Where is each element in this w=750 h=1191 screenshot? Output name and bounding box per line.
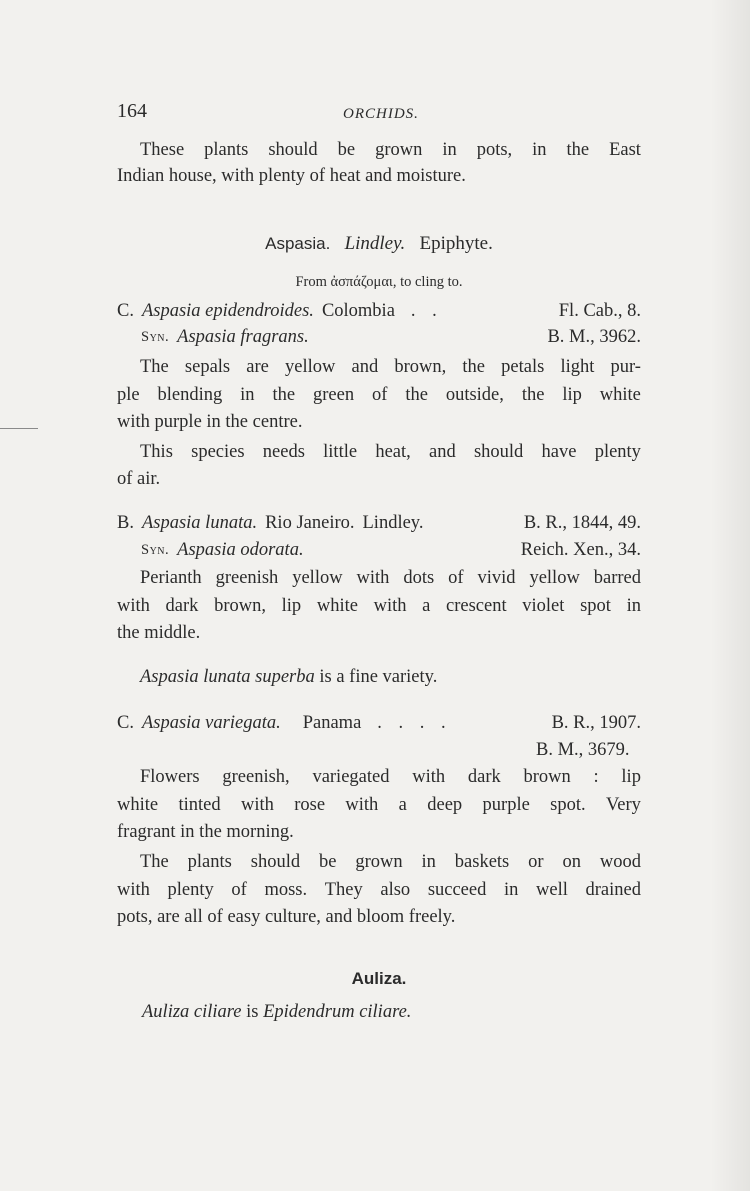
variety-note xyxy=(117,666,437,688)
word: spot xyxy=(580,596,611,616)
word: rose xyxy=(294,795,326,815)
word: with xyxy=(373,596,407,616)
genus-heading-auliza xyxy=(117,968,641,990)
description-line xyxy=(117,567,641,589)
genus-name: Aspasia. xyxy=(265,234,331,253)
word: These xyxy=(140,140,185,160)
reference: Fl. Cab., 8. xyxy=(558,301,641,321)
word: tinted xyxy=(178,795,221,815)
word: with xyxy=(412,767,446,787)
locality: Panama xyxy=(302,713,362,733)
entry-aspasia-lunata xyxy=(117,512,641,534)
word: the xyxy=(566,140,590,160)
synonym-line xyxy=(117,539,641,561)
author: Lindley. xyxy=(362,513,424,533)
word: well xyxy=(536,880,568,900)
word: lip xyxy=(562,385,582,405)
word: species xyxy=(191,442,245,462)
word: variegated xyxy=(312,767,390,787)
running-title: ORCHIDS. xyxy=(343,106,419,122)
word: spot. xyxy=(550,795,586,815)
word: and xyxy=(428,442,456,462)
word: moss. xyxy=(264,880,308,900)
word: grown xyxy=(355,852,403,872)
word: with xyxy=(356,568,390,588)
word: the xyxy=(462,357,486,377)
word: deep xyxy=(427,795,463,815)
word: the xyxy=(272,385,296,405)
culture-note-line xyxy=(117,851,641,873)
word: East xyxy=(609,140,641,160)
word: in xyxy=(626,596,641,616)
word: should xyxy=(250,852,301,872)
word: succeed xyxy=(427,880,487,900)
etymology: From ἀσπάζομαι, to cling to. xyxy=(295,274,463,290)
species-name: Aspasia epidendroides. xyxy=(141,301,314,321)
word: little xyxy=(323,442,358,462)
word: be xyxy=(318,852,337,872)
word: dark xyxy=(467,767,501,787)
word: in xyxy=(503,880,519,900)
word: plenty xyxy=(167,880,214,900)
variety-name: Aspasia lunata superba xyxy=(140,667,315,687)
word: yellow xyxy=(285,357,336,377)
synonym-label: Syn. xyxy=(141,542,170,558)
word: with xyxy=(117,880,150,900)
word: plants xyxy=(187,852,232,872)
word: and xyxy=(351,357,379,377)
word: crescent xyxy=(446,596,507,616)
word: a xyxy=(398,795,407,815)
cultural-grade: C. xyxy=(117,301,134,321)
word: plenty xyxy=(594,442,641,462)
word: green xyxy=(312,385,355,405)
running-header xyxy=(117,100,641,123)
synonym-reference: Reich. Xen., 34. xyxy=(520,540,641,560)
word: in xyxy=(421,852,436,872)
variety-text: is a fine variety. xyxy=(319,667,438,687)
word: be xyxy=(337,140,356,160)
word: in xyxy=(240,385,255,405)
margin-mark xyxy=(0,428,38,429)
word: of xyxy=(231,880,247,900)
genus-name: Auliza. xyxy=(351,969,407,988)
species-name: Auliza ciliare xyxy=(142,1002,242,1022)
word: are xyxy=(246,357,269,377)
synonym-name: Aspasia fragrans. xyxy=(177,327,309,347)
culture-note-line: of air. xyxy=(117,469,161,489)
culture-note-line: pots, are all of easy culture, and bloom freely. xyxy=(117,907,456,927)
reference: B. M., 3679. xyxy=(536,740,630,760)
page-edge-shadow xyxy=(710,0,750,1191)
word: in xyxy=(442,140,457,160)
word: purple xyxy=(482,795,530,815)
word: grown xyxy=(375,140,423,160)
description-line xyxy=(117,794,641,816)
word: brown, xyxy=(394,357,447,377)
word: yellow xyxy=(292,568,343,588)
word: brown, xyxy=(214,596,266,616)
word: lip xyxy=(621,767,641,787)
word: greenish, xyxy=(222,767,290,787)
cross-reference-text: is xyxy=(246,1002,259,1022)
word: barred xyxy=(593,568,641,588)
word: vivid xyxy=(477,568,516,588)
word: The xyxy=(140,357,169,377)
word: baskets xyxy=(454,852,510,872)
genus-authority: Lindley. xyxy=(344,233,406,254)
synonym-label: Syn. xyxy=(141,329,170,345)
word: ple xyxy=(117,385,140,405)
word: white xyxy=(316,596,358,616)
description-line: the middle. xyxy=(117,623,201,643)
culture-note-line xyxy=(117,879,641,901)
word: or xyxy=(528,852,544,872)
word: pur- xyxy=(610,357,641,377)
word: with xyxy=(345,795,379,815)
reference: B. R., 1907. xyxy=(551,713,641,733)
leader-dots: . . . . xyxy=(377,713,452,733)
word: yellow xyxy=(529,568,580,588)
locality: Colombia xyxy=(321,301,395,321)
word: outside, xyxy=(445,385,504,405)
word: greenish xyxy=(215,568,279,588)
word: white xyxy=(117,795,159,815)
word: in xyxy=(532,140,547,160)
intro-line-2: Indian house, with plenty of heat and moisture. xyxy=(117,166,466,186)
word: with xyxy=(117,596,150,616)
word: of xyxy=(448,568,464,588)
word: of xyxy=(371,385,388,405)
synonym-line xyxy=(117,326,641,348)
locality: Rio Janeiro. xyxy=(265,513,355,533)
word: the xyxy=(405,385,428,405)
genus-heading-aspasia xyxy=(117,233,641,255)
leader-dots: . . xyxy=(410,301,443,321)
word: Flowers xyxy=(140,767,200,787)
word: wood xyxy=(599,852,641,872)
description-line xyxy=(117,356,641,378)
word: dark xyxy=(165,596,199,616)
word: Perianth xyxy=(140,568,202,588)
word: the xyxy=(521,385,545,405)
word: a xyxy=(422,596,431,616)
species-name: Aspasia lunata. xyxy=(141,513,258,533)
word: pots, xyxy=(476,140,513,160)
word: plants xyxy=(204,140,249,160)
word: violet xyxy=(522,596,565,616)
description-line: fragrant in the morning. xyxy=(117,822,294,842)
word: dots xyxy=(403,568,435,588)
reference: B. R., 1844, 49. xyxy=(523,513,641,533)
entry-aspasia-variegata xyxy=(117,712,641,734)
synonym-name: Epidendrum ciliare. xyxy=(263,1002,412,1022)
word: sepals xyxy=(184,357,231,377)
word: have xyxy=(541,442,577,462)
word: light xyxy=(560,357,595,377)
entry-aspasia-epidendroides xyxy=(117,300,641,322)
word: brown xyxy=(523,767,571,787)
species-name: Aspasia variegata. xyxy=(141,713,281,733)
description-line xyxy=(117,595,641,617)
word: with xyxy=(240,795,274,815)
description-line xyxy=(117,766,641,788)
word: heat, xyxy=(375,442,411,462)
word: petals xyxy=(501,357,545,377)
word: : xyxy=(593,767,599,787)
intro-line-1 xyxy=(117,139,641,161)
synonym-reference: B. M., 3962. xyxy=(547,327,641,347)
word: They xyxy=(324,880,363,900)
synonym-name: Aspasia odorata. xyxy=(177,540,304,560)
page-number: 164 xyxy=(117,100,147,122)
cultural-grade: B. xyxy=(117,513,134,533)
genus-habit: Epiphyte. xyxy=(419,233,493,254)
word: white xyxy=(599,385,641,405)
word: This xyxy=(140,442,173,462)
description-line: with purple in the centre. xyxy=(117,412,303,432)
word: needs xyxy=(262,442,305,462)
description-line xyxy=(117,384,641,406)
word: lip xyxy=(281,596,302,616)
auliza-cross-reference xyxy=(142,1001,411,1023)
cultural-grade: C. xyxy=(117,713,134,733)
word: Very xyxy=(605,795,641,815)
word: also xyxy=(380,880,411,900)
culture-note-line xyxy=(117,441,641,463)
word: The xyxy=(140,852,169,872)
word: should xyxy=(268,140,318,160)
word: drained xyxy=(585,880,641,900)
word: on xyxy=(562,852,581,872)
word: should xyxy=(473,442,524,462)
word: blending xyxy=(157,385,223,405)
